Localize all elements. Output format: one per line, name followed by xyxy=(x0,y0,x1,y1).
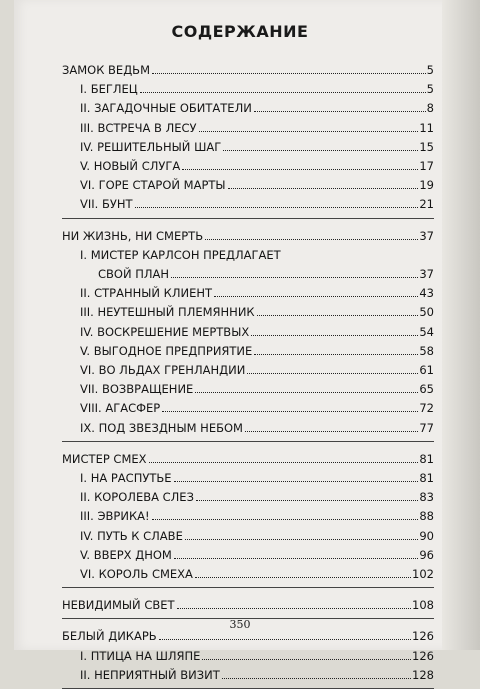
dot-leader xyxy=(214,296,418,297)
dot-leader xyxy=(140,92,426,93)
section-entry-page: 126 xyxy=(412,629,434,644)
chapter-entry-page: 61 xyxy=(419,363,434,377)
chapter-entry[interactable] xyxy=(80,547,434,563)
chapter-entry-label: II. ЗАГАДОЧНЫЕ ОБИТАТЕЛИ xyxy=(80,101,252,116)
chapter-entry-label: V. НОВЫЙ СЛУГА xyxy=(80,159,181,173)
dot-leader xyxy=(202,659,411,660)
section-entry[interactable] xyxy=(62,451,434,467)
chapter-entry-label: II. НЕПРИЯТНЫЙ ВИЗИТ xyxy=(80,667,220,682)
dot-leader xyxy=(228,188,419,189)
chapter-entry[interactable] xyxy=(80,100,434,116)
chapter-entry-continued[interactable] xyxy=(80,266,434,282)
chapter-entry-label: VII. БУНТ xyxy=(80,197,133,212)
section-entry-label: НИ ЖИЗНЬ, НИ СМЕРТЬ xyxy=(62,228,204,243)
chapter-entry-page: 11 xyxy=(419,120,434,135)
chapter-entry-page: 5 xyxy=(426,82,434,97)
chapter-entry-label: II. КОРОЛЕВА СЛЕЗ xyxy=(80,490,194,505)
dot-leader xyxy=(159,639,411,640)
chapter-entry-page: 19 xyxy=(419,178,434,193)
chapter-entry-page: 128 xyxy=(412,667,434,682)
dot-leader xyxy=(196,500,418,501)
chapter-entry-label: III. НЕУТЕШНЫЙ ПЛЕМЯННИК xyxy=(80,305,255,320)
dot-leader xyxy=(257,315,419,316)
section-entry-page: 108 xyxy=(412,598,434,613)
chapter-entry-label: VI. ВО ЛЬДАХ ГРЕНЛАНДИИ xyxy=(80,363,246,377)
chapter-entry-page: 65 xyxy=(419,382,434,397)
chapter-entry[interactable] xyxy=(80,420,434,436)
dot-leader xyxy=(174,558,419,559)
section-entry[interactable] xyxy=(62,62,434,78)
chapter-entry[interactable] xyxy=(80,177,434,193)
dot-leader xyxy=(245,431,418,432)
chapter-entry[interactable] xyxy=(80,120,434,136)
page-title: СОДЕРЖАНИЕ xyxy=(171,22,309,41)
dot-leader xyxy=(247,373,418,374)
chapter-entry[interactable] xyxy=(80,304,434,320)
chapter-entry[interactable] xyxy=(80,508,434,524)
chapter-entry[interactable] xyxy=(80,81,434,97)
chapter-entry[interactable] xyxy=(80,285,434,301)
dot-leader xyxy=(152,73,426,74)
chapter-entry-label: II. СТРАННЫЙ КЛИЕНТ xyxy=(80,286,213,301)
dot-leader xyxy=(195,392,418,393)
chapter-entry-page: 126 xyxy=(412,648,434,663)
chapter-entry[interactable] xyxy=(80,362,434,378)
section-entry-label: НЕВИДИМЫЙ СВЕТ xyxy=(62,598,175,613)
dot-leader xyxy=(174,481,419,482)
dot-leader xyxy=(149,462,419,463)
section-divider xyxy=(62,587,434,588)
chapter-entry-label: IX. ПОД ЗВЕЗДНЫМ НЕБОМ xyxy=(80,420,243,435)
chapter-entry-page: 15 xyxy=(419,139,434,154)
chapter-entry-page: 83 xyxy=(419,490,434,505)
dot-leader xyxy=(199,131,419,132)
section-entry-page: 81 xyxy=(419,451,434,466)
chapter-entry-page: 102 xyxy=(412,567,434,581)
section-entry-page: 37 xyxy=(419,228,434,243)
chapter-entry-page: 21 xyxy=(419,197,434,212)
dot-leader xyxy=(182,169,418,170)
chapter-entry-page: 54 xyxy=(419,324,434,339)
chapter-entry-page: 72 xyxy=(419,401,434,416)
chapter-entry-label: VI. ГОРЕ СТАРОЙ МАРТЫ xyxy=(80,178,226,193)
chapter-entry-label: IV. ВОСКРЕШЕНИЕ МЕРТВЫХ xyxy=(80,324,250,339)
chapter-entry-page: 43 xyxy=(419,286,434,301)
section-entry[interactable] xyxy=(62,597,434,613)
chapter-entry[interactable] xyxy=(80,400,434,416)
chapter-entry-label: I. МИСТЕР КАРЛСОН ПРЕДЛАГАЕТ xyxy=(80,247,281,262)
dot-leader xyxy=(254,111,426,112)
chapter-entry[interactable] xyxy=(80,566,434,582)
chapter-entry-label: IV. ПУТЬ К СЛАВЕ xyxy=(80,528,183,543)
chapter-entry-label: I. НА РАСПУТЬЕ xyxy=(80,471,172,485)
dot-leader xyxy=(152,519,419,520)
dot-leader xyxy=(222,678,411,679)
dot-leader xyxy=(177,608,412,609)
chapter-entry[interactable] xyxy=(80,489,434,505)
section-divider xyxy=(62,441,434,442)
dot-leader xyxy=(195,577,411,578)
chapter-entry[interactable] xyxy=(80,324,434,340)
chapter-entry[interactable] xyxy=(80,470,434,486)
chapter-entry-label: III. ЭВРИКА! xyxy=(80,509,150,524)
section-entry-page: 5 xyxy=(426,63,434,77)
chapter-entry-label: I. БЕГЛЕЦ xyxy=(80,82,138,97)
chapter-entry[interactable] xyxy=(80,667,434,683)
dot-leader xyxy=(254,354,418,355)
chapter-entry-page: 17 xyxy=(419,159,434,173)
chapter-entry-page: 96 xyxy=(419,547,434,562)
chapter-entry-page: 8 xyxy=(426,101,434,116)
section-entry-label: БЕЛЫЙ ДИКАРЬ xyxy=(62,629,157,644)
chapter-entry-page: 90 xyxy=(419,528,434,543)
page-gutter xyxy=(442,0,480,650)
chapter-entry-label: V. ВЫГОДНОЕ ПРЕДПРИЯТИЕ xyxy=(80,343,253,358)
chapter-entry-label: III. ВСТРЕЧА В ЛЕСУ xyxy=(80,120,197,135)
chapter-entry-page: 88 xyxy=(419,509,434,524)
chapter-entry[interactable] xyxy=(80,343,434,359)
dot-leader xyxy=(171,277,418,278)
chapter-entry-page: 50 xyxy=(419,305,434,320)
chapter-entry-page: 81 xyxy=(419,471,434,485)
chapter-entry-page: 37 xyxy=(419,267,434,281)
dot-leader xyxy=(162,411,418,412)
chapter-entry-label: VIII. АГАСФЕР xyxy=(80,401,161,416)
chapter-entry[interactable] xyxy=(80,139,434,155)
chapter-entry[interactable] xyxy=(80,158,434,174)
chapter-entry-label: I. ПТИЦА НА ШЛЯПЕ xyxy=(80,648,201,663)
dot-leader xyxy=(205,239,418,240)
section-divider xyxy=(62,218,434,219)
chapter-entry[interactable] xyxy=(80,196,434,212)
chapter-entry-label: IV. РЕШИТЕЛЬНЫЙ ШАГ xyxy=(80,139,222,154)
chapter-entry[interactable] xyxy=(80,381,434,397)
page-number: 350 xyxy=(229,618,251,631)
chapter-entry[interactable] xyxy=(80,528,434,544)
chapter-entry-label: VII. ВОЗВРАЩЕНИЕ xyxy=(80,382,194,397)
chapter-entry-label: V. ВВЕРХ ДНОМ xyxy=(80,547,172,562)
dot-leader xyxy=(185,539,419,540)
chapter-entry-page: 77 xyxy=(419,420,434,435)
section-entry-label: МИСТЕР СМЕХ xyxy=(62,451,147,466)
chapter-entry[interactable] xyxy=(80,247,434,263)
dot-leader xyxy=(223,150,418,151)
chapter-entry-label-continued: СВОЙ ПЛАН xyxy=(98,267,170,281)
section-entry-label: ЗАМОК ВЕДЬМ xyxy=(62,63,150,77)
dot-leader xyxy=(251,335,418,336)
dot-leader xyxy=(135,207,419,208)
chapter-entry-page: 58 xyxy=(419,343,434,358)
section-entry[interactable] xyxy=(62,228,434,244)
chapter-entry-label: VI. КОРОЛЬ СМЕХА xyxy=(80,567,193,581)
